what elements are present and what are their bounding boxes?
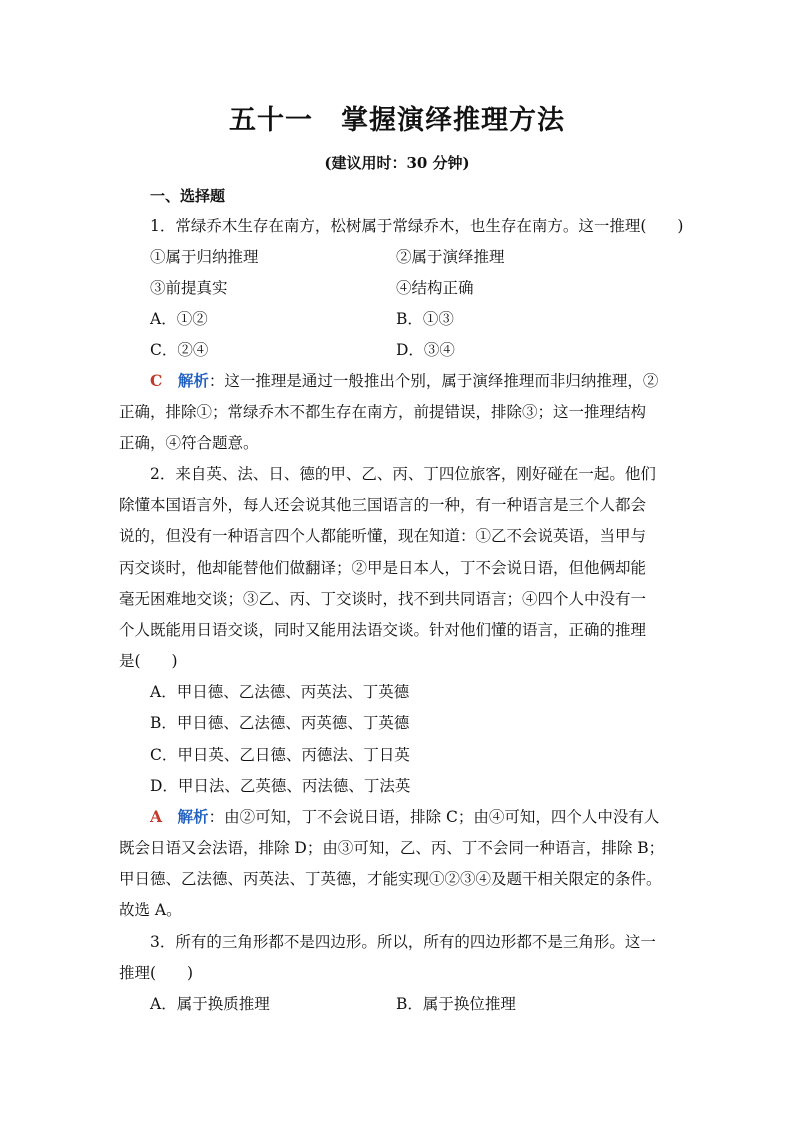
page-title: 五十一 掌握演绎推理方法 [229,105,565,136]
q1-statement-4: ④结构正确 [396,279,474,297]
q2-jiexi-label: 解析 [177,807,209,826]
q2-stem-line-5: 毫无困难地交谈；③乙、丙、丁交谈时，找不到共同语言；④四个人中没有一 [119,590,647,608]
q2-explanation-line-1 [150,807,659,827]
q2-stem-line-3: 说的，但没有一种语言四个人都能听懂，现在知道：①乙不会说英语，当甲与 [119,527,647,545]
q1-option-b: B．①③ [396,310,454,328]
q2-option-b: B．甲日德、乙法德、丙英德、丁英德 [150,714,410,732]
q2-stem-line-1: 2．来自英、法、日、德的甲、乙、丙、丁四位旅客，刚好碰在一起。他们 [150,465,656,483]
q1-option-d: D．③④ [396,341,455,359]
q1-statement-2: ②属于演绎推理 [396,248,505,266]
q3-stem-line-2: 推理( ) [119,964,194,982]
q2-option-a: A．甲日德、乙法德、丙英法、丁英德 [150,683,410,701]
q1-answer: C [150,371,163,390]
q1-stem: 1．常绿乔木生存在南方，松树属于常绿乔木，也生存在南方。这一推理( ) [150,217,684,235]
q1-option-c: C．②④ [150,341,209,359]
q2-explanation-line-4: 故选 A。 [119,901,182,919]
q1-statement-3: ③前提真实 [150,279,228,297]
q1-option-a: A．①② [150,310,208,328]
q2-stem-line-7: 是( ) [119,652,178,670]
q2-explanation-text-1: ：由②可知，丁不会说日语，排除 C；由④可知，四个人中没有人 [208,808,660,826]
q2-option-c: C．甲日英、乙日德、丙德法、丁日英 [150,746,410,764]
section-heading: 一、选择题 [150,187,226,205]
q3-stem-line-1: 3．所有的三角形都不是四边形。所以，所有的四边形都不是三角形。这一 [150,933,656,951]
q2-stem-line-6: 个人既能用日语交谈，同时又能用法语交谈。针对他们懂的语言，正确的推理 [119,621,647,639]
q1-jiexi-label: 解析 [177,371,209,390]
q1-explanation-line-3: 正确，④符合题意。 [119,434,259,452]
q3-option-b: B．属于换位推理 [396,995,516,1013]
q1-explanation-text-1: ：这一推理是通过一般推出个别，属于演绎推理而非归纳推理，② [208,372,659,390]
q1-explanation-line-2: 正确，排除①；常绿乔木不都生存在南方，前提错误，排除③；这一推理结构 [119,403,647,421]
q2-answer: A [150,807,163,826]
q2-explanation-line-2: 既会日语又会法语，排除 D；由③可知，乙、丙、丁不会同一种语言，排除 B； [119,839,665,857]
q3-option-a: A．属于换质推理 [150,995,270,1013]
q2-stem-line-2: 除懂本国语言外，每人还会说其他三国语言的一种，有一种语言是三个人都会 [119,496,647,514]
q1-explanation-line-1 [150,371,658,391]
q2-option-d: D．甲日法、乙英德、丙法德、丁法英 [150,777,411,795]
q2-stem-line-4: 丙交谈时，他却能替他们做翻译；②甲是日本人，丁不会说日语，但他俩却能 [119,559,647,577]
q2-explanation-line-3: 甲日德、乙法德、丙英法、丁英德，才能实现①②③④及题干相关限定的条件。 [119,870,662,888]
q1-statement-1: ①属于归纳推理 [150,248,259,266]
suggested-time: (建议用时：30 分钟) [324,154,470,172]
